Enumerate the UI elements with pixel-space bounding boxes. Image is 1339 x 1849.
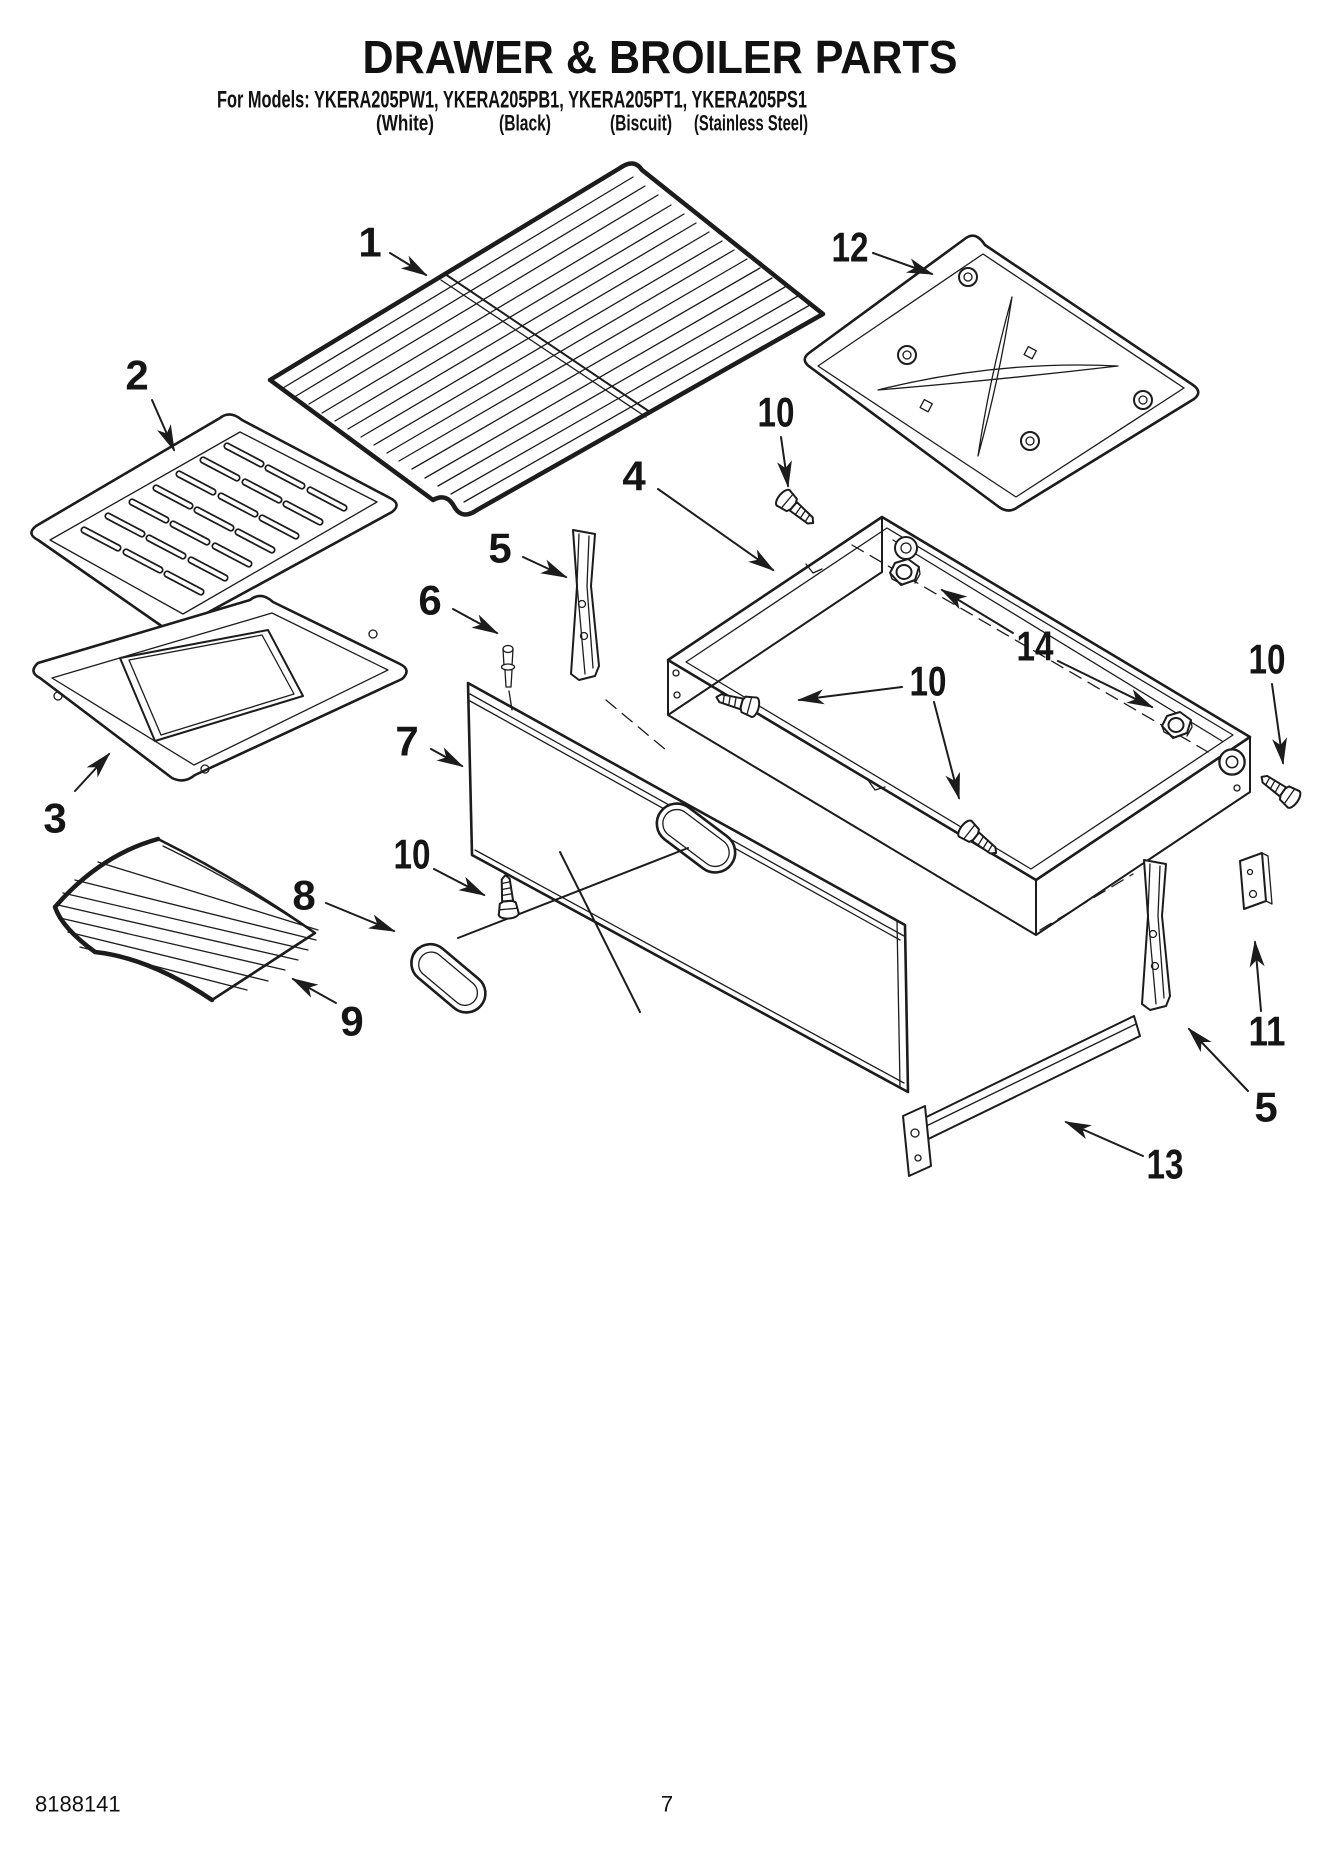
- callout-12-bottom-panel: 12: [831, 223, 869, 271]
- oven-rack-part: [270, 163, 823, 514]
- broil-grid-part: [31, 414, 396, 629]
- screw-10-right: [1256, 769, 1303, 810]
- callout-4-drawer-body: 4: [622, 452, 646, 500]
- callout-11-spacer-plate: 11: [1248, 1007, 1286, 1055]
- callout-10-front: 10: [393, 830, 431, 878]
- callout-5-bracket-right: 5: [1254, 1083, 1278, 1131]
- callout-1-oven-rack: 1: [358, 218, 382, 266]
- deflector-part: [55, 839, 318, 1000]
- broil-pan-part: [33, 596, 406, 780]
- page-number: 7: [660, 1791, 674, 1817]
- callout-6-stud: 6: [418, 576, 442, 624]
- finish-white: (White): [376, 110, 434, 136]
- callout-7-drawer-front: 7: [395, 717, 419, 765]
- finish-stainless: (Stainless Steel): [694, 110, 808, 136]
- bottom-panel-part: [805, 236, 1199, 511]
- stud-part: [502, 646, 515, 711]
- callout-9-deflector: 9: [340, 997, 364, 1045]
- models-line: For Models: YKERA205PW1, YKERA205PB1, YKERA205PT1, YKERA205PS1: [217, 86, 807, 114]
- callout-3-broil-pan: 3: [43, 794, 67, 842]
- callout-10-right: 10: [1248, 635, 1286, 683]
- callout-5-bracket-left: 5: [488, 524, 512, 572]
- doc-number: 8188141: [35, 1791, 121, 1817]
- handle-part: [403, 936, 493, 1020]
- callout-8-handle: 8: [292, 871, 316, 919]
- glide-bracket-right-part: [1142, 860, 1170, 1010]
- screw-10-front-panel: [495, 874, 519, 919]
- callout-13-rail: 13: [1146, 1140, 1184, 1188]
- finish-biscuit: (Biscuit): [610, 110, 672, 136]
- rail-part: [903, 1016, 1140, 1176]
- callout-2-broil-grid: 2: [125, 351, 149, 399]
- glide-bracket-left-part: [571, 530, 599, 680]
- screw-10-top: [773, 487, 819, 530]
- callout-14-glide-rollers: 14: [1016, 622, 1055, 670]
- page-title: DRAWER & BROILER PARTS: [362, 31, 958, 83]
- spacer-plate-part: [1240, 853, 1272, 909]
- callout-10-top: 10: [757, 388, 795, 436]
- callout-10-center: 10: [909, 657, 947, 705]
- finish-black: (Black): [499, 110, 551, 136]
